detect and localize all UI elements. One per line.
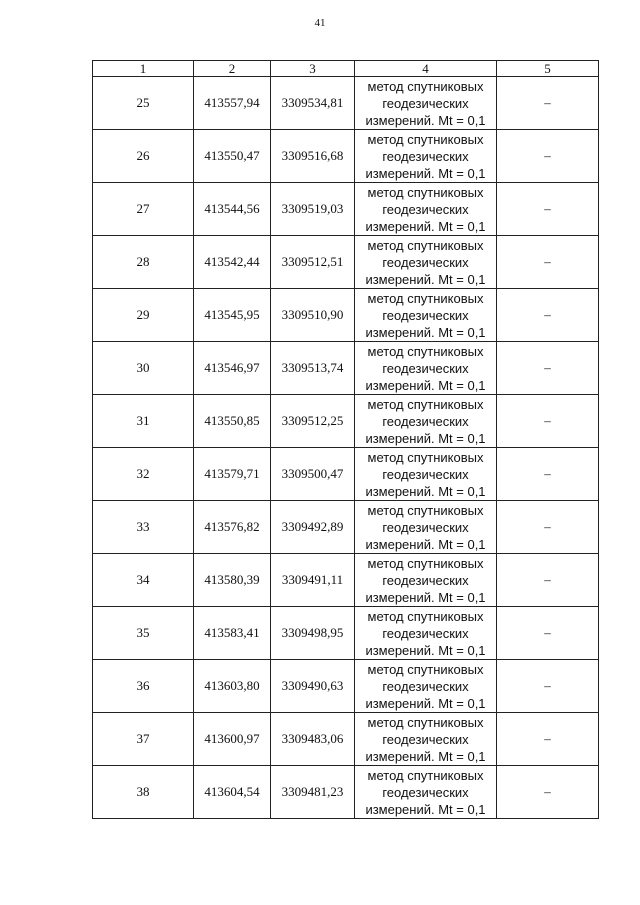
method-text-line: измерений. Mt = 0,1 — [365, 589, 486, 605]
y-coordinate-cell: 3309512,51 — [271, 236, 355, 289]
method-text-line: геодезических — [382, 413, 469, 429]
x-coordinate-cell: 413545,95 — [194, 289, 271, 342]
method-cell — [355, 130, 497, 183]
method-text-line: измерений. Mt = 0,1 — [365, 483, 486, 499]
method-text-line: геодезических — [382, 572, 469, 588]
y-coordinate-cell: 3309516,68 — [271, 130, 355, 183]
column-header-3: 3 — [271, 61, 355, 77]
table-row — [93, 395, 599, 448]
method-text-line: геодезических — [382, 731, 469, 747]
method-text-line: геодезических — [382, 360, 469, 376]
method-text-line: метод спутниковых — [367, 184, 484, 200]
point-number-cell: 33 — [93, 501, 194, 554]
method-text-line: измерений. Mt = 0,1 — [365, 536, 486, 552]
note-cell: – — [497, 183, 599, 236]
coordinates-table — [92, 60, 599, 819]
point-number-cell: 29 — [93, 289, 194, 342]
method-text-line: метод спутниковых — [367, 131, 484, 147]
y-coordinate-cell: 3309491,11 — [271, 554, 355, 607]
point-number-cell: 36 — [93, 660, 194, 713]
method-cell — [355, 395, 497, 448]
y-coordinate-cell: 3309490,63 — [271, 660, 355, 713]
note-cell: – — [497, 766, 599, 819]
method-cell — [355, 448, 497, 501]
y-coordinate-cell: 3309519,03 — [271, 183, 355, 236]
point-number-cell: 38 — [93, 766, 194, 819]
method-cell — [355, 342, 497, 395]
point-number-cell: 37 — [93, 713, 194, 766]
point-number-cell: 34 — [93, 554, 194, 607]
method-text-line: измерений. Mt = 0,1 — [365, 271, 486, 287]
y-coordinate-cell: 3309498,95 — [271, 607, 355, 660]
method-text-line: геодезических — [382, 625, 469, 641]
x-coordinate-cell: 413604,54 — [194, 766, 271, 819]
y-coordinate-cell: 3309513,74 — [271, 342, 355, 395]
method-text-line: измерений. Mt = 0,1 — [365, 748, 486, 764]
point-number-cell: 28 — [93, 236, 194, 289]
note-cell: – — [497, 713, 599, 766]
point-number-cell: 35 — [93, 607, 194, 660]
column-header-5: 5 — [497, 61, 599, 77]
x-coordinate-cell: 413542,44 — [194, 236, 271, 289]
method-text-line: геодезических — [382, 466, 469, 482]
table-row — [93, 342, 599, 395]
table-row — [93, 713, 599, 766]
method-text-line: метод спутниковых — [367, 290, 484, 306]
x-coordinate-cell: 413550,47 — [194, 130, 271, 183]
note-cell: – — [497, 448, 599, 501]
x-coordinate-cell: 413580,39 — [194, 554, 271, 607]
method-text-line: метод спутниковых — [367, 449, 484, 465]
method-text-line: измерений. Mt = 0,1 — [365, 165, 486, 181]
table-header-row — [93, 61, 599, 77]
method-cell — [355, 766, 497, 819]
point-number-cell: 31 — [93, 395, 194, 448]
y-coordinate-cell: 3309481,23 — [271, 766, 355, 819]
table-row — [93, 554, 599, 607]
table-row — [93, 660, 599, 713]
method-text-line: метод спутниковых — [367, 608, 484, 624]
x-coordinate-cell: 413557,94 — [194, 77, 271, 130]
table-row — [93, 130, 599, 183]
method-cell — [355, 289, 497, 342]
method-text-line: измерений. Mt = 0,1 — [365, 695, 486, 711]
method-text-line: метод спутниковых — [367, 502, 484, 518]
method-text-line: измерений. Mt = 0,1 — [365, 377, 486, 393]
table-row — [93, 183, 599, 236]
method-text-line: геодезических — [382, 519, 469, 535]
x-coordinate-cell: 413603,80 — [194, 660, 271, 713]
note-cell: – — [497, 289, 599, 342]
method-text-line: измерений. Mt = 0,1 — [365, 430, 486, 446]
method-text-line: метод спутниковых — [367, 555, 484, 571]
y-coordinate-cell: 3309492,89 — [271, 501, 355, 554]
point-number-cell: 25 — [93, 77, 194, 130]
table-row — [93, 607, 599, 660]
y-coordinate-cell: 3309534,81 — [271, 77, 355, 130]
note-cell: – — [497, 395, 599, 448]
note-cell: – — [497, 607, 599, 660]
method-text-line: измерений. Mt = 0,1 — [365, 112, 486, 128]
table-row — [93, 289, 599, 342]
x-coordinate-cell: 413544,56 — [194, 183, 271, 236]
note-cell: – — [497, 130, 599, 183]
note-cell: – — [497, 501, 599, 554]
x-coordinate-cell: 413546,97 — [194, 342, 271, 395]
method-text-line: измерений. Mt = 0,1 — [365, 218, 486, 234]
x-coordinate-cell: 413600,97 — [194, 713, 271, 766]
method-cell — [355, 554, 497, 607]
method-cell — [355, 183, 497, 236]
method-text-line: геодезических — [382, 95, 469, 111]
method-text-line: метод спутниковых — [367, 661, 484, 677]
point-number-cell: 27 — [93, 183, 194, 236]
x-coordinate-cell: 413576,82 — [194, 501, 271, 554]
method-text-line: геодезических — [382, 784, 469, 800]
note-cell: – — [497, 236, 599, 289]
table-row — [93, 77, 599, 130]
y-coordinate-cell: 3309500,47 — [271, 448, 355, 501]
x-coordinate-cell: 413579,71 — [194, 448, 271, 501]
method-text-line: измерений. Mt = 0,1 — [365, 324, 486, 340]
table-row — [93, 448, 599, 501]
point-number-cell: 32 — [93, 448, 194, 501]
method-cell — [355, 713, 497, 766]
method-cell — [355, 660, 497, 713]
method-text-line: метод спутниковых — [367, 78, 484, 94]
method-cell — [355, 607, 497, 660]
method-text-line: геодезических — [382, 678, 469, 694]
method-text-line: метод спутниковых — [367, 237, 484, 253]
method-text-line: метод спутниковых — [367, 396, 484, 412]
note-cell: – — [497, 77, 599, 130]
method-cell — [355, 501, 497, 554]
page-number: 41 — [314, 17, 326, 29]
method-text-line: геодезических — [382, 307, 469, 323]
method-text-line: геодезических — [382, 254, 469, 270]
x-coordinate-cell: 413583,41 — [194, 607, 271, 660]
column-header-1: 1 — [93, 61, 194, 77]
note-cell: – — [497, 554, 599, 607]
note-cell: – — [497, 342, 599, 395]
table-row — [93, 236, 599, 289]
note-cell: – — [497, 660, 599, 713]
y-coordinate-cell: 3309510,90 — [271, 289, 355, 342]
method-text-line: измерений. Mt = 0,1 — [365, 801, 486, 817]
method-text-line: геодезических — [382, 148, 469, 164]
method-text-line: метод спутниковых — [367, 767, 484, 783]
x-coordinate-cell: 413550,85 — [194, 395, 271, 448]
column-header-2: 2 — [194, 61, 271, 77]
point-number-cell: 30 — [93, 342, 194, 395]
method-text-line: геодезических — [382, 201, 469, 217]
method-text-line: метод спутниковых — [367, 714, 484, 730]
method-text-line: измерений. Mt = 0,1 — [365, 642, 486, 658]
table-row — [93, 766, 599, 819]
point-number-cell: 26 — [93, 130, 194, 183]
method-cell — [355, 236, 497, 289]
method-cell — [355, 77, 497, 130]
table-row — [93, 501, 599, 554]
column-header-4: 4 — [355, 61, 497, 77]
y-coordinate-cell: 3309483,06 — [271, 713, 355, 766]
y-coordinate-cell: 3309512,25 — [271, 395, 355, 448]
method-text-line: метод спутниковых — [367, 343, 484, 359]
